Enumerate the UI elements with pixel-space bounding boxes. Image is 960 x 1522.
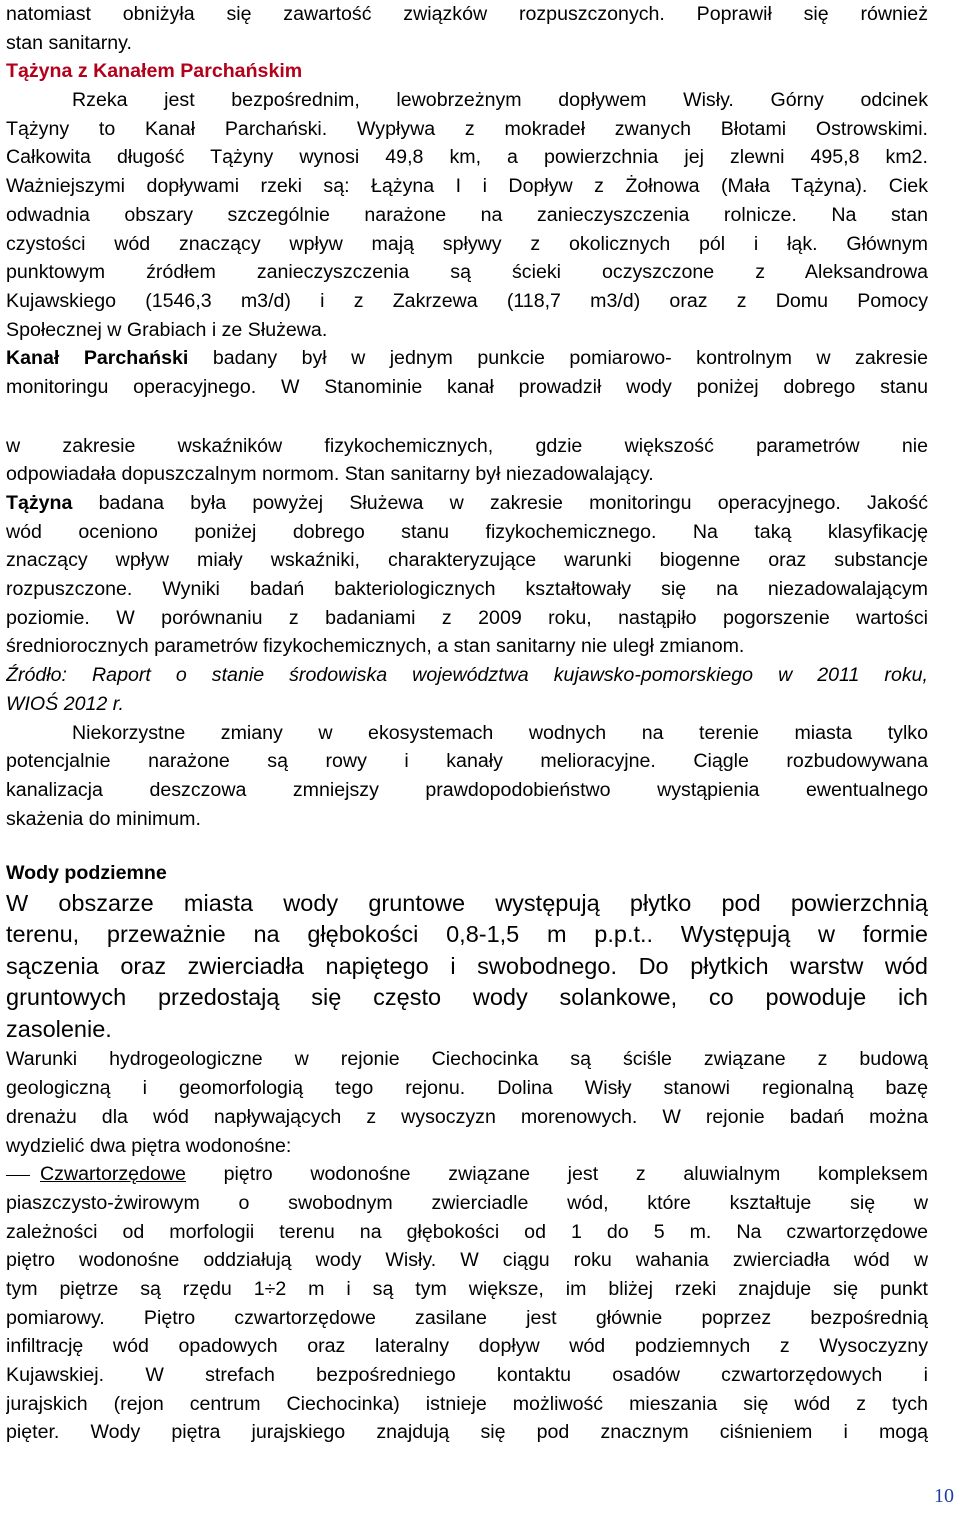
- text-fragment: badany był w jednym punkcie pomiarowo- kontrolnym w zakresie: [188, 347, 928, 370]
- spacer: [6, 833, 928, 859]
- text-line: geologiczną i geomorfologią tego rejonu. Dolina Wisły stanowi regionalną bazę: [6, 1077, 928, 1100]
- text-line: Niekorzystne zmiany w ekosystemach wodnych na terenie miasta tylko: [72, 721, 928, 744]
- text-line: wydzielić dwa piętra wodonośne:: [6, 1134, 292, 1157]
- text-line: kanalizacja deszczowa zmniejszy prawdopodobieństwo wystąpienia ewentualnego: [6, 778, 928, 801]
- text-line: punktowym źródłem zanieczyszczenia są ścieki oczyszczone z Aleksandrowa: [6, 261, 928, 284]
- text-line: monitoringu operacyjnego. W Stanominie kanał prowadził wody poniżej dobrego stanu: [6, 375, 928, 398]
- source-citation: WIOŚ 2012 r.: [6, 692, 124, 715]
- text-line: [6, 489, 928, 518]
- large-text-line: zasolenie.: [6, 1015, 112, 1042]
- bold-term: Kanał Parchański: [6, 347, 189, 370]
- bold-term: Tążyna: [6, 492, 73, 514]
- large-text-line: sączenia oraz zwierciadła napiętego i swobodnego. Do płytkich warstw wód: [6, 952, 928, 979]
- section-title: Tążyna z Kanałem Parchańskim: [6, 60, 303, 83]
- text-line: tym piętrze są rzędu 1÷2 m i są tym większe, im bliżej rzeki znajduje się punkt: [6, 1277, 928, 1300]
- text-line: infiltrację wód opadowych oraz lateralny dopływ wód podziemnych z Wysoczyzny: [6, 1335, 928, 1358]
- text-line: jurajskich (rejon centrum Ciechocinka) istnieje możliwość mieszania się wód z tych: [6, 1392, 928, 1415]
- spacer: [6, 402, 928, 432]
- text-line: piaszczysto-żwirowym o swobodnym zwierciadle wód, które kształtuje się w: [6, 1191, 928, 1214]
- text-line: odpowiadała dopuszczalnym normom. Stan sanitarny był niezadowalający.: [6, 463, 654, 486]
- text-fragment: piętro wodonośne związane jest z aluwialnym kompleksem: [185, 1163, 928, 1186]
- text-line: Całkowita długość Tążyny wynosi 49,8 km, a powierzchnia jej zlewni 495,8 km2.: [6, 146, 928, 169]
- large-text-line: W obszarze miasta wody gruntowe występują płytko pod powierzchnią: [6, 889, 928, 916]
- text-line: drenażu dla wód napływających z wysoczyzn morenowych. W rejonie badań można: [6, 1105, 928, 1128]
- text-line: Tążyny to Kanał Parchański. Wypływa z mokradeł zwanych Błotami Ostrowskimi.: [6, 117, 928, 140]
- text-line: natomiast obniżyła się zawartość związków rozpuszczonych. Poprawił się również: [6, 3, 928, 25]
- text-line: pięter. Wody piętra jurajskiego znajdują się pod znacznym ciśnieniem i mogą: [6, 1421, 928, 1444]
- text-line: rozpuszczone. Wyniki badań bakteriologicznych kształtowały się na niezadowalającym: [6, 578, 928, 601]
- page-number: 10: [934, 1485, 954, 1507]
- text-line: poziomie. W porównaniu z badaniami z 2009 roku, nastąpiło pogorszenie wartości: [6, 606, 928, 629]
- dash-bullet: [6, 1175, 30, 1176]
- underlined-term: Czwartorzędowe: [40, 1163, 186, 1186]
- text-line: odwadnia obszary szczególnie narażone na zanieczyszczenia rolnicze. Na stan: [6, 203, 928, 226]
- text-line: potencjalnie narażone są rowy i kanały melioracyjne. Ciągle rozbudowywana: [6, 750, 928, 773]
- paragraph-intro: [6, 0, 928, 57]
- text-line: Ważniejszymi dopływami rzeki są: Łążyna I i Dopływ z Żołnowa (Mała Tążyna). Ciek: [6, 175, 928, 198]
- document-page: [6, 0, 928, 1447]
- text-line: czystości wód znaczący wpływ mają spływy z okolicznych pól i łąk. Głównym: [6, 232, 928, 255]
- text-line: Kujawskiego (1546,3 m3/d) i z Zakrzewa (118,7 m3/d) oraz z Domu Pomocy: [6, 289, 928, 312]
- text-line: średniorocznych parametrów fizykochemicznych, a stan sanitarny nie uległ zmianom.: [6, 635, 745, 658]
- text-line: skażenia do minimum.: [6, 807, 201, 830]
- section-groundwater: [6, 859, 928, 1447]
- text-line: Kujawskiej. W strefach bezpośredniego kontaktu osadów czwartorzędowych i: [6, 1364, 928, 1386]
- text-line: stan sanitarny.: [6, 31, 132, 54]
- text-line: w zakresie wskaźników fizykochemicznych, gdzie większość parametrów nie: [6, 434, 928, 457]
- section-tazyna: [6, 57, 928, 833]
- text-line: znaczący wpływ miały wskaźniki, charakteryzujące warunki biogenne oraz substancje: [6, 549, 928, 572]
- large-text-line: terenu, przeważnie na głębokości 0,8-1,5 m p.p.t.. Występują w formie: [6, 921, 928, 948]
- text-line: pomiarowy. Piętro czwartorzędowe zasilane jest głównie poprzez bezpośrednią: [6, 1306, 928, 1329]
- section-title: Wody podziemne: [6, 862, 167, 885]
- text-line: [6, 344, 928, 373]
- text-fragment: badana była powyżej Służewa w zakresie monitoringu operacyjnego. Jakość: [72, 492, 928, 514]
- list-item-line: [6, 1160, 928, 1189]
- text-line: piętro wodonośne oddziałują wody Wisły. W ciągu roku wahania zwierciadła wód w: [6, 1249, 928, 1272]
- source-citation: Źródło: Raport o stanie środowiska województwa kujawsko-pomorskiego w 2011 roku,: [6, 664, 928, 687]
- text-line: Warunki hydrogeologiczne w rejonie Ciechocinka są ściśle związane z budową: [6, 1048, 928, 1071]
- text-line: Rzeka jest bezpośrednim, lewobrzeżnym dopływem Wisły. Górny odcinek: [72, 89, 928, 112]
- text-line: Społecznej w Grabiach i ze Służewa.: [6, 318, 328, 341]
- text-line: zależności od morfologii terenu na głębokości od 1 do 5 m. Na czwartorzędowe: [6, 1220, 928, 1243]
- text-line: wód oceniono poniżej dobrego stanu fizykochemicznego. Na taką klasyfikację: [6, 520, 928, 543]
- large-text-line: gruntowych przedostają się często wody solankowe, co powoduje ich: [6, 984, 928, 1011]
